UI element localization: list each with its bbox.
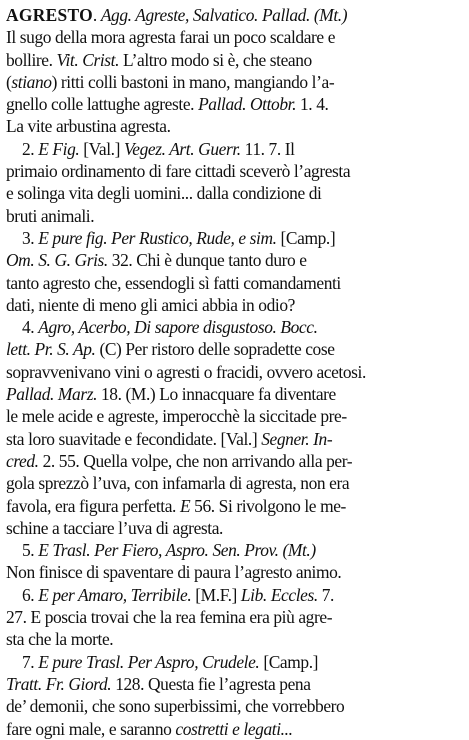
text-span: (C) Per ristoro delle sopradette cose	[95, 339, 335, 360]
text-line	[6, 428, 466, 450]
italic-text: E pure fig. Per Rustico, Rude, e sim.	[38, 227, 277, 248]
text-line	[6, 115, 466, 137]
italic-text: Vit. Crist.	[56, 49, 120, 70]
text-line	[6, 26, 466, 48]
text-span: 2.	[22, 138, 39, 159]
text-span: 128. Questa fie l’agresta pena	[111, 673, 311, 694]
text-span: 56. Si rivolgono le me-	[190, 495, 346, 516]
text-span: de’ demonii, che sono superbissimi, che vorrebbero	[6, 696, 345, 717]
text-line	[6, 517, 466, 539]
text-span: dati, niente di meno gli amici abbia in odio?	[6, 294, 295, 315]
italic-text: costretti e legati...	[175, 718, 293, 739]
dictionary-entry	[6, 4, 466, 740]
text-line	[6, 584, 466, 606]
text-span: .	[92, 5, 101, 25]
italic-text: Lib. Eccles.	[240, 584, 318, 605]
text-line	[6, 606, 466, 628]
text-span: 3.	[22, 227, 39, 248]
text-span: 1. 4.	[296, 94, 329, 115]
italic-text: Om. S. G. Gris.	[6, 250, 108, 271]
text-span: Non finisce di spaventare di paura l’agresto animo.	[6, 562, 342, 583]
headword: AGRESTO	[6, 5, 93, 25]
text-line	[6, 138, 466, 160]
italic-text: Pallad. Ottobr.	[198, 94, 297, 115]
text-span: gnello colle lattughe agreste.	[6, 94, 199, 115]
text-span: [Camp.]	[276, 227, 336, 248]
text-line	[6, 182, 466, 204]
text-span: 18. (M.) Lo innacquare fa diventare	[97, 384, 336, 405]
text-span: ) ritti colli bastoni in mano, mangiando l’a-	[51, 71, 335, 92]
text-line	[6, 405, 466, 427]
italic-text: Tratt. Fr. Giord.	[6, 673, 112, 694]
text-line	[6, 71, 466, 93]
text-line	[6, 272, 466, 294]
text-line	[6, 205, 466, 227]
text-span: tanto agresto che, essendogli sì fatti comandamenti	[6, 272, 341, 293]
text-span: le mele acide e agreste, imperocchè la siccitade pre-	[6, 406, 347, 427]
text-span: schine a tacciare l’uva di agresta.	[6, 517, 223, 538]
text-span: 11. 7. Il	[240, 138, 295, 159]
text-span: sta che la morte.	[6, 629, 114, 650]
text-span: La vite arbustina agresta.	[6, 116, 171, 137]
text-line	[6, 561, 466, 583]
italic-text: E	[179, 495, 191, 516]
text-line	[6, 249, 466, 271]
text-line	[6, 294, 466, 316]
text-span: favola, era figura perfetta.	[6, 495, 180, 516]
text-line	[6, 695, 466, 717]
text-span: [Camp.]	[259, 651, 319, 672]
text-line	[6, 450, 466, 472]
text-line	[6, 227, 466, 249]
text-span: bollire.	[6, 49, 57, 70]
text-span: 32. Chi è dunque tanto duro e	[107, 250, 307, 271]
text-span: 27. E poscia trovai che la rea femina era più agre-	[6, 607, 333, 628]
text-span: L’altro modo si è, che steano	[119, 49, 312, 70]
text-line	[6, 49, 466, 71]
text-line	[6, 4, 466, 26]
text-line	[6, 361, 466, 383]
text-line	[6, 673, 466, 695]
text-span: gola sprezzò l’uva, con infamarla di agresta, non era	[6, 473, 350, 494]
text-span: fare ogni male, e saranno	[6, 718, 176, 739]
text-line	[6, 383, 466, 405]
text-line	[6, 628, 466, 650]
text-span: bruti animali.	[6, 205, 95, 226]
italic-text: Segner. In-	[261, 428, 333, 449]
text-line	[6, 539, 466, 561]
text-span: 7.	[22, 651, 39, 672]
text-span: 6.	[22, 584, 39, 605]
text-line	[6, 472, 466, 494]
italic-text: E per Amaro, Terribile.	[38, 584, 192, 605]
text-span: 5.	[22, 540, 39, 561]
italic-text: Agg. Agreste, Salvatico. Pallad. (Mt.)	[100, 5, 348, 25]
text-line	[6, 338, 466, 360]
text-span: [Val.]	[79, 138, 124, 159]
italic-text: cred.	[6, 450, 39, 471]
italic-text: stiano	[11, 71, 52, 92]
text-span: sta loro suavitade e fecondidate. [Val.]	[6, 428, 262, 449]
text-line	[6, 495, 466, 517]
italic-text: Agro, Acerbo, Di sapore disgustoso. Bocc.	[38, 317, 318, 338]
italic-text: E pure Trasl. Per Aspro, Crudele.	[38, 651, 260, 672]
text-line	[6, 316, 466, 338]
text-span: 7.	[317, 584, 335, 605]
text-span: sopravvenivano vini o agresti o fracidi, ovvero acetosi.	[6, 361, 366, 382]
italic-text: E Trasl. Per Fiero, Aspro. Sen. Prov. (Mt.)	[38, 540, 316, 561]
italic-text: Vegez. Art. Guerr.	[123, 138, 241, 159]
text-line	[6, 93, 466, 115]
text-line	[6, 718, 466, 740]
text-line	[6, 160, 466, 182]
text-span: primaio ordinamento di fare cittadi sceverò l’agresta	[6, 161, 351, 182]
text-span: 4.	[22, 317, 39, 338]
text-line	[6, 651, 466, 673]
text-span: 2. 55. Quella volpe, che non arrivando alla per-	[38, 450, 353, 471]
text-span: [M.F.]	[191, 584, 241, 605]
italic-text: Pallad. Marz.	[6, 384, 98, 405]
text-span: Il sugo della mora agresta farai un poco scaldare e	[6, 27, 336, 48]
italic-text: lett. Pr. S. Ap.	[6, 339, 96, 360]
text-span: e solinga vita degli uomini... dalla condizione di	[6, 183, 322, 204]
text-span: (	[6, 71, 12, 92]
italic-text: E Fig.	[38, 138, 80, 159]
